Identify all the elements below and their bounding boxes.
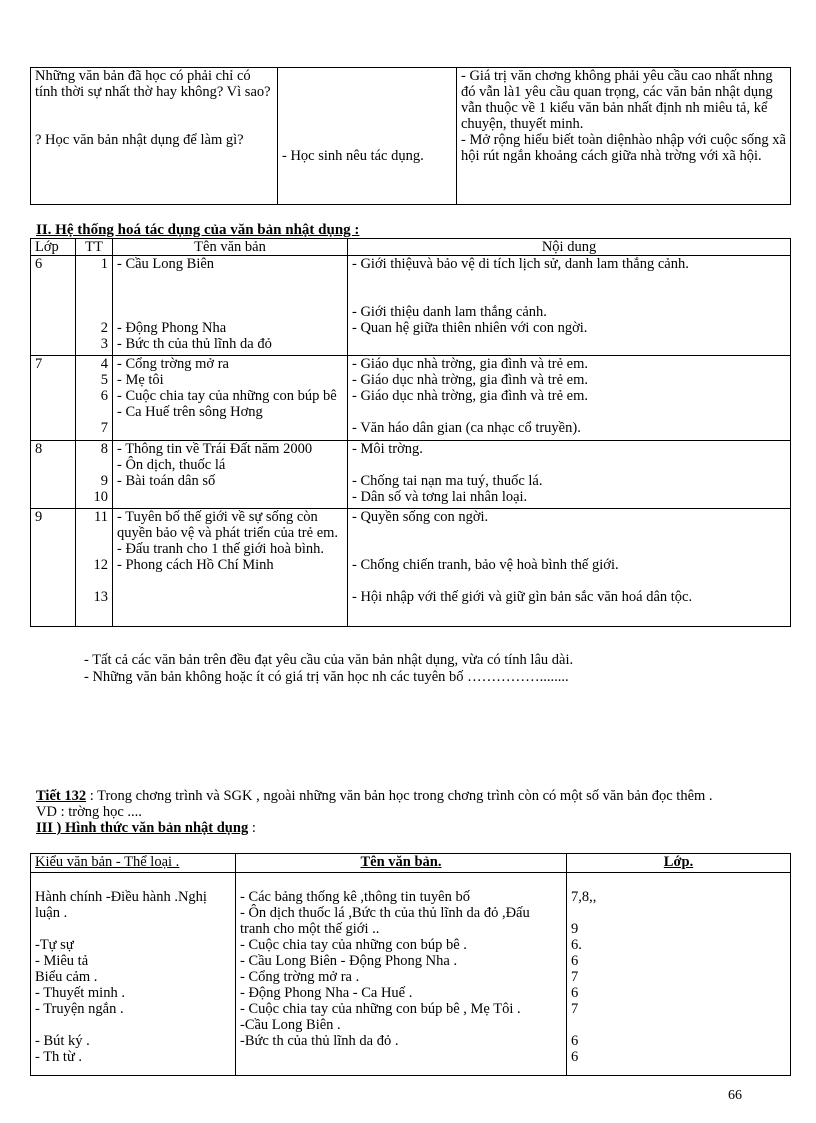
title-cell: - Cổng trờng mở ra - Mẹ tôi - Cuộc chia tay của những con búp bê - Ca Huế trên sông Hơng	[113, 356, 348, 441]
question-cell: Những văn bản đã học có phải chỉ có tính thời sự nhất thờ hay không? Vì sao? ? Học văn bản nhật dụng để làm gì?	[31, 68, 278, 205]
note-line: - Tất cả các văn bản trên đều đạt yêu cầu của văn bản nhật dụng, vừa có tính lâu dài.	[84, 652, 574, 668]
lesson-label: Tiết 132	[36, 788, 87, 804]
section-2-heading: II. Hệ thống hoá tác dụng của văn bản nhật dụng :	[36, 222, 360, 238]
title-cell: - Tuyên bố thế giới về sự sống còn quyền bảo vệ và phát triển của trẻ em. - Đấu tranh cho 1 thế giới hoà bình. - Phong cách Hồ Chí Minh	[113, 509, 348, 627]
section-3-heading: III ) Hình thức văn bản nhật dụng :	[36, 820, 256, 836]
title-cell: - Cầu Long Biên - Động Phong Nha - Bức th của thủ lĩnh da đỏ	[113, 256, 348, 356]
lesson-132-block	[36, 788, 781, 836]
header-grade: Lớp.	[567, 854, 791, 873]
example-line: VD : trờng học ....	[36, 804, 142, 820]
notes	[84, 652, 573, 686]
number-cell: 11 12 13	[76, 509, 113, 627]
table-row	[31, 873, 791, 1076]
table-row	[31, 356, 791, 441]
lesson-text: : Trong chơng trình và SGK , ngoài những văn bản học trong chơng trình còn có một số văn bản đọc thêm .	[86, 788, 713, 804]
grade-cell: 7	[31, 356, 76, 441]
table-row	[31, 441, 791, 509]
activity-cell: - Học sinh nêu tác dụng.	[278, 68, 457, 205]
summary-table	[30, 238, 791, 627]
genre-cell: Hành chính -Điều hành .Nghị luận . -Tự sự - Miêu tả Biểu cảm . - Thuyết minh . - Truyện ngắn . - Bút ký . - Th từ .	[31, 873, 236, 1076]
header-title: Tên văn bản	[113, 239, 348, 256]
number-cell: 1 2 3	[76, 256, 113, 356]
note-line: - Những văn bản không hoặc ít có giá trị văn học nh các tuyên bố ……………........	[84, 669, 569, 685]
header-number: TT	[76, 239, 113, 256]
header-title: Tên văn bản.	[236, 854, 567, 873]
forms-table	[30, 853, 791, 1076]
grade-cell: 8	[31, 441, 76, 509]
answer-cell: - Giá trị văn chơng không phải yêu cầu cao nhất nhng đó vẫn là1 yêu cầu quan trọng, các văn bản nhật dụng vẫn thuộc về 1 kiểu văn bản nhất định nh miêu tả, kể chuyện, thuyết minh. - Mở rộng hiểu biết toàn diệnhào nhập với cuộc sống xã hội rút ngắn khoảng cách giữa nhà trờng với xã hội.	[457, 68, 791, 205]
question-table	[30, 67, 791, 205]
grade-cell: 9	[31, 509, 76, 627]
title-cell: - Thông tin về Trái Đất năm 2000 - Ôn dịch, thuốc lá - Bài toán dân số	[113, 441, 348, 509]
header-genre: Kiểu văn bản - Thể loại .	[31, 854, 236, 873]
header-content: Nội dung	[348, 239, 791, 256]
content-cell: - Quyền sống con ngời. - Chống chiến tranh, bảo vệ hoà bình thế giới. - Hội nhập với thế giới và giữ gìn bản sắc văn hoá dân tộc.	[348, 509, 791, 627]
content-cell: - Giáo dục nhà trờng, gia đình và trẻ em. - Giáo dục nhà trờng, gia đình và trẻ em. - Giáo dục nhà trờng, gia đình và trẻ em. - Văn háo dân gian (ca nhạc cổ truyền).	[348, 356, 791, 441]
grade-cell: 6	[31, 256, 76, 356]
table-header-row	[31, 854, 791, 873]
lesson-intro	[36, 788, 781, 804]
grade-cell: 7,8,, 9 6. 6 7 6 7 6 6	[567, 873, 791, 1076]
number-cell: 8 9 10	[76, 441, 113, 509]
header-grade: Lớp	[31, 239, 76, 256]
table-header-row	[31, 239, 791, 256]
title-cell: - Các bảng thống kê ,thông tin tuyên bố - Ôn dịch thuốc lá ,Bức th của thủ lĩnh da đỏ ,Đấu tranh cho một thế giới .. - Cuộc chia tay của những con búp bê . - Cầu Long Biên - Động Phong Nha . - Cổng trờng mở ra . - Động Phong Nha - Ca Huế . - Cuộc chia tay của những con búp bê , Mẹ Tôi . -Cầu Long Biên . -Bức th của thủ lĩnh da đỏ .	[236, 873, 567, 1076]
page-number: 66	[728, 1088, 742, 1103]
content-cell: - Môi trờng. - Chống tai nạn ma tuý, thuốc lá. - Dân số và tơng lai nhân loại.	[348, 441, 791, 509]
table-row	[31, 509, 791, 627]
number-cell: 4 5 6 7	[76, 356, 113, 441]
table-row	[31, 256, 791, 356]
content-cell: - Giới thiệuvà bảo vệ di tích lịch sử, danh lam thắng cảnh. - Giới thiệu danh lam thắng cảnh. - Quan hệ giữa thiên nhiên với con ngời.	[348, 256, 791, 356]
